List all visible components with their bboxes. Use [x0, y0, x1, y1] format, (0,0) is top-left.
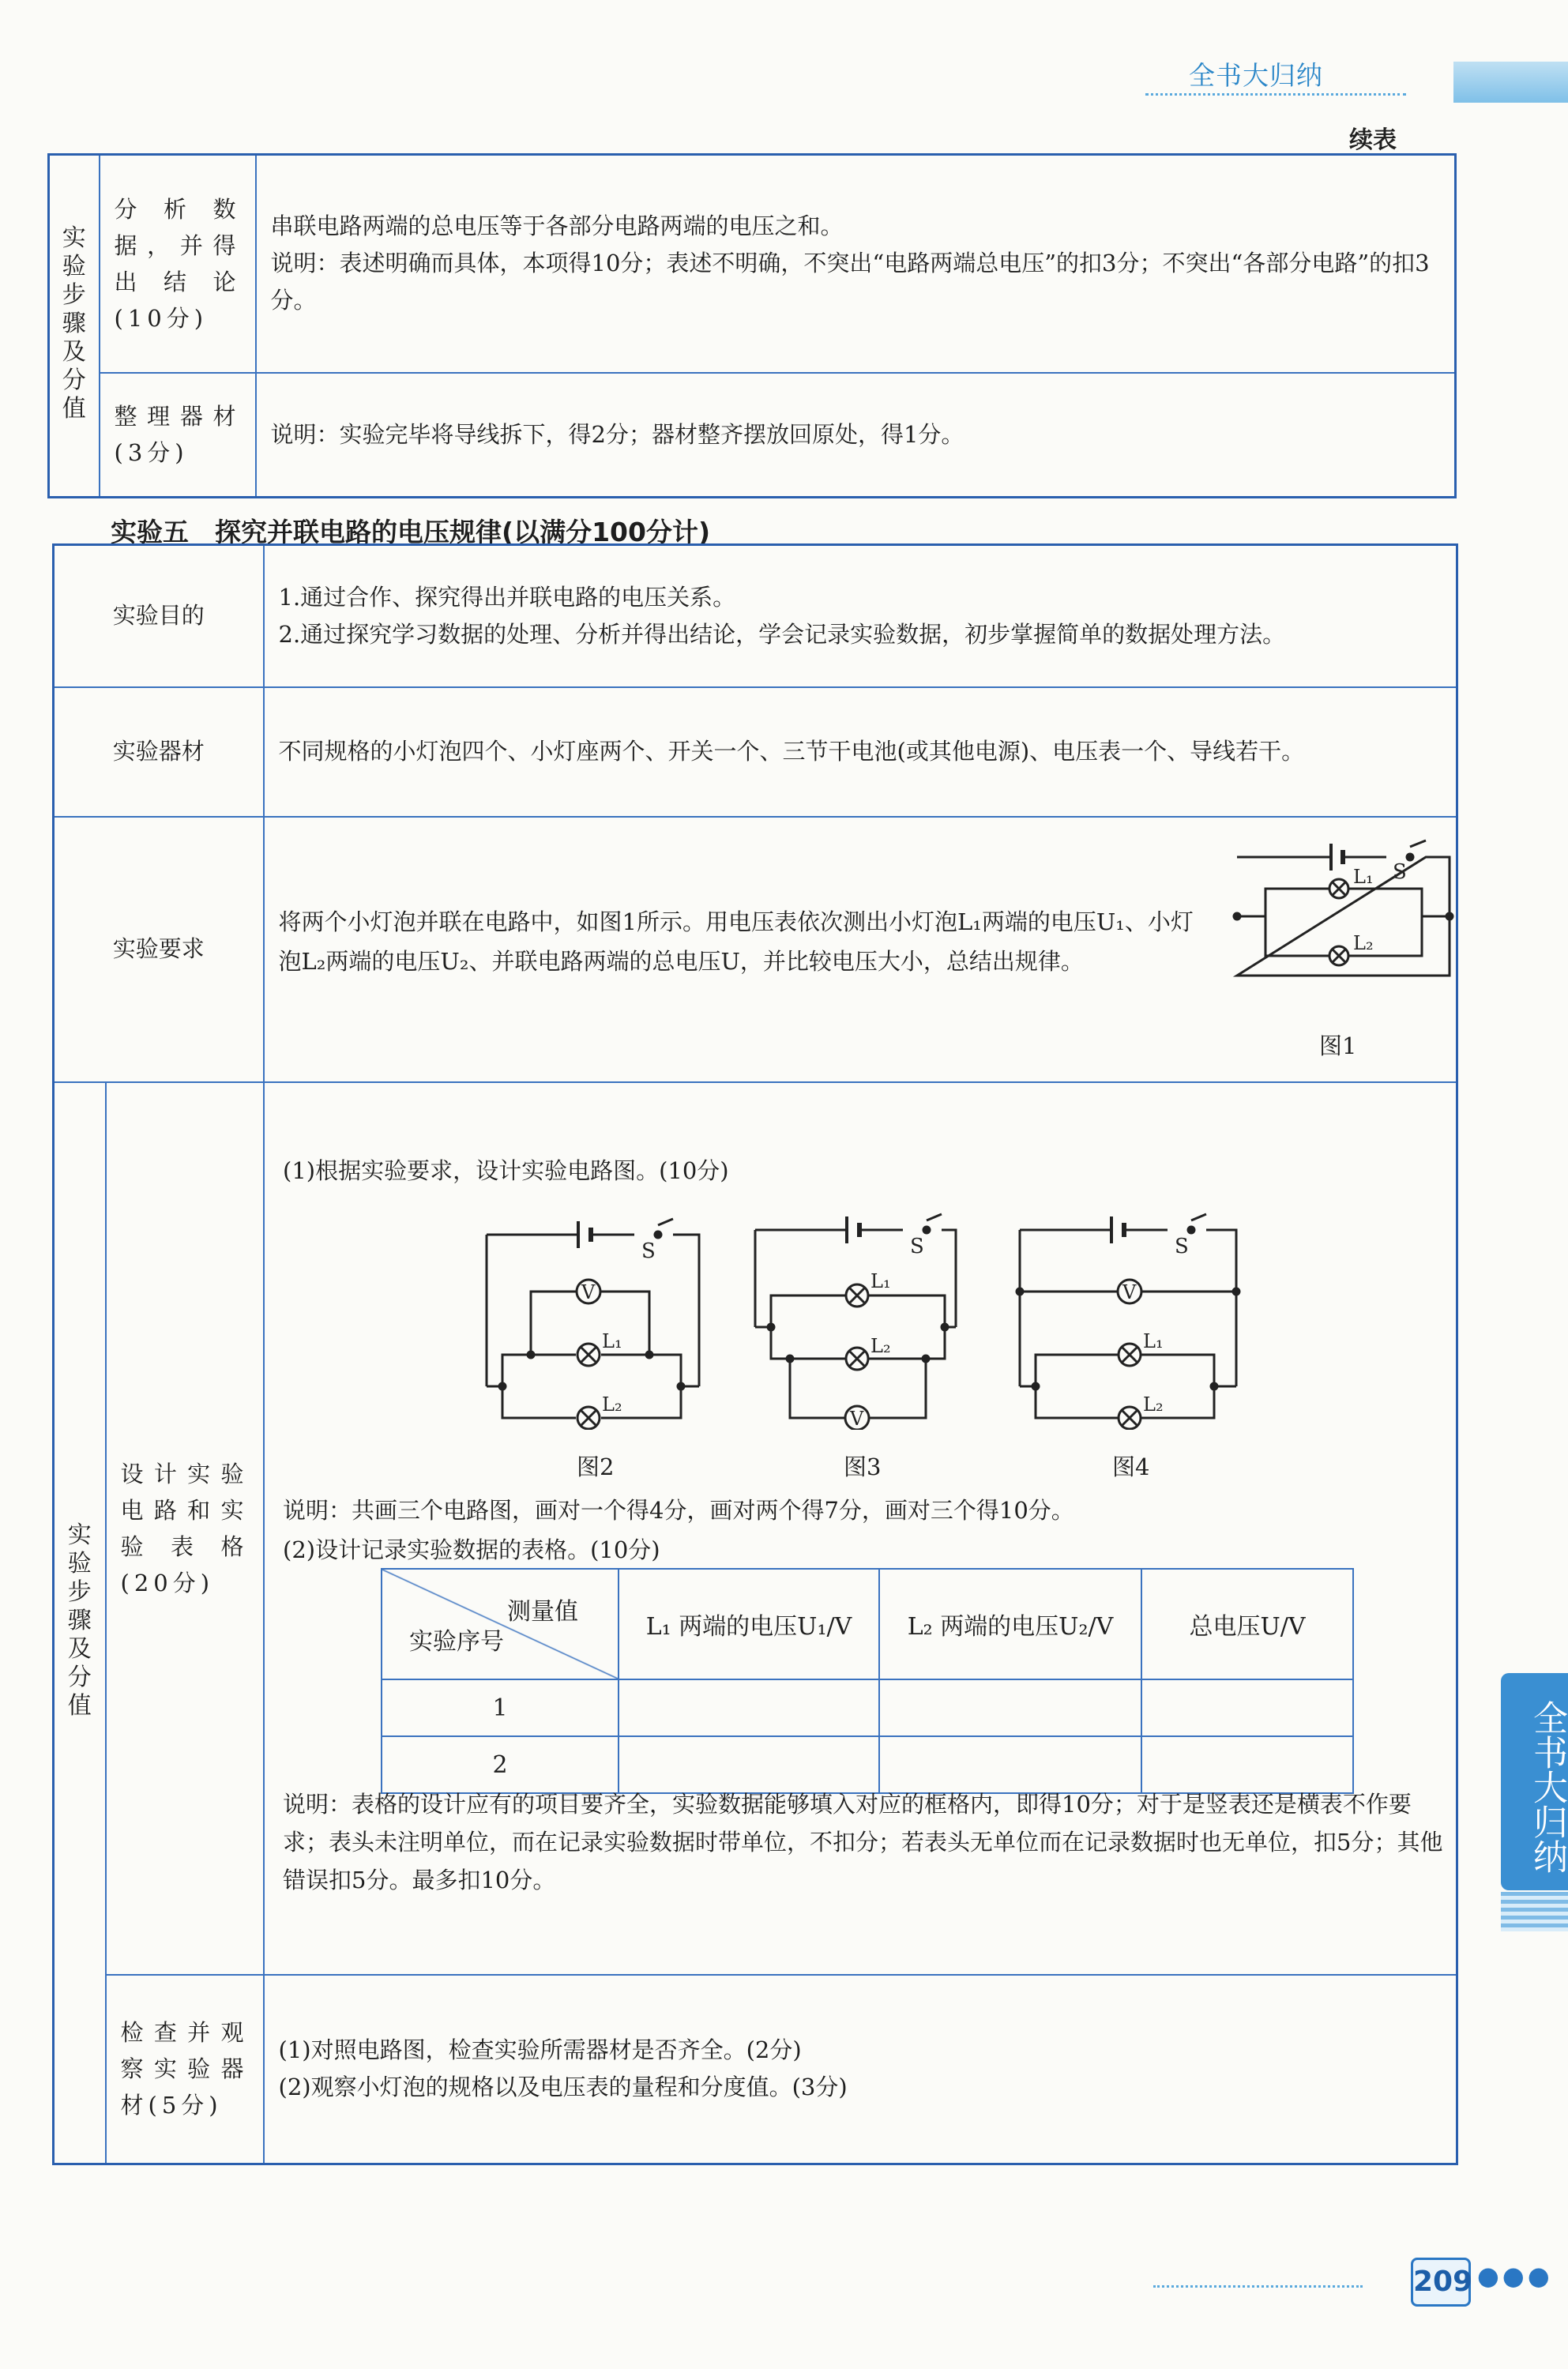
figure-2-circuit: [474, 1209, 711, 1430]
header-dotted-line: [1145, 93, 1406, 96]
empty-cell: [619, 1679, 879, 1736]
table-continued: [47, 153, 1457, 498]
fig2-lamp2-label: L₂: [602, 1393, 622, 1416]
fig4-lamp1-label: L₁: [1143, 1330, 1164, 1352]
design-q1: (1)根据实验要求，设计实验电路图。(10分): [283, 1157, 729, 1184]
equipment-label: 实验器材: [54, 687, 264, 817]
figure-4-circuit: [1007, 1209, 1244, 1430]
fig2-switch-label: S: [641, 1239, 656, 1263]
page-number: 209: [1411, 2258, 1471, 2307]
fig4-switch-label: S: [1175, 1235, 1189, 1258]
figure-1-caption: 图1: [1319, 1032, 1357, 1059]
section-label: 实验步骤及分值: [49, 155, 100, 498]
fig3-switch-label: S: [910, 1235, 924, 1258]
header-title: 全书大归纳: [1189, 60, 1323, 91]
footer-dotted-line: [1153, 2285, 1363, 2288]
row-content-analyze: 串联电路两端的总电压等于各部分电路两端的电压之和。 说明：表述明确而具体，本项得10分；表述不明确，不突出“电路两端总电压”的扣3分；不突出“各部分电路”的扣3分。: [256, 155, 1456, 373]
design-q2: (2)设计记录实验数据的表格。(10分): [283, 1536, 660, 1563]
fig3-lamp2-label: L₂: [870, 1335, 891, 1357]
row-content-tidy: 说明：实验完毕将导线拆下，得2分；器材整齐摆放回原处，得1分。: [256, 373, 1456, 498]
data-table: [381, 1568, 1354, 1794]
figure-3-circuit: [743, 1209, 980, 1430]
header-u2: L₂ 两端的电压U₂/V: [879, 1569, 1141, 1679]
purpose-content: 1.通过合作、探究得出并联电路的电压关系。 2.通过探究学习数据的处理、分析并得出结论，学会记录实验数据，初步掌握简单的数据处理方法。: [264, 545, 1457, 687]
check-label: 检查并观察实验器材(5分): [106, 1975, 264, 2164]
fig3-voltmeter-label: V: [850, 1408, 864, 1430]
check-content: (1)对照电路图，检查实验所需器材是否齐全。(2分) (2)观察小灯泡的规格以及电压表的量程和分度值。(3分): [264, 1975, 1457, 2164]
fig3-lamp1-label: L₁: [870, 1270, 891, 1292]
empty-cell: [1141, 1679, 1353, 1736]
requirement-label: 实验要求: [54, 817, 264, 1082]
empty-cell: [879, 1679, 1141, 1736]
row-label-analyze: 分析数据，并得出结论(10分): [100, 155, 256, 373]
exp5-title: 实验五 探究并联电路的电压规律(以满分100分计): [111, 517, 711, 547]
figure-2-caption: 图2: [577, 1453, 615, 1480]
side-tab: 全书大归纳: [1501, 1673, 1568, 1890]
equipment-content: 不同规格的小灯泡四个、小灯座两个、开关一个、三节干电池(或其他电源)、电压表一个、导线若干。: [264, 687, 1457, 817]
fig1-lamp1-label: L₁: [1353, 866, 1374, 888]
requirement-content: 将两个小灯泡并联在电路中，如图1所示。用电压表依次测出小灯泡L₁两端的电压U₁、小灯泡L₂两端的电压U₂、并联电路两端的总电压U，并比较电压大小，总结出规律。: [264, 817, 1457, 1082]
fig4-voltmeter-label: V: [1122, 1281, 1137, 1303]
header-decor-bar: [1453, 62, 1568, 103]
fig2-lamp1-label: L₁: [602, 1330, 622, 1352]
fig1-lamp2-label: L₂: [1353, 932, 1374, 954]
purpose-label: 实验目的: [54, 545, 264, 687]
header-u: 总电压U/V: [1141, 1569, 1353, 1679]
figure-1-circuit: [1224, 829, 1461, 987]
table-row: [382, 1679, 1353, 1736]
header-u1: L₁ 两端的电压U₁/V: [619, 1569, 879, 1679]
fig4-lamp2-label: L₂: [1143, 1393, 1164, 1416]
page-dots-icon: ●●●: [1477, 2261, 1553, 2291]
fig2-voltmeter-label: V: [581, 1281, 596, 1303]
row-index: 2: [382, 1736, 619, 1793]
side-tab-stripes: [1501, 1892, 1568, 1931]
design-note-2: 说明：表格的设计应有的项目要齐全，实验数据能够填入对应的框格内，即得10分；对于是竖表还是横表不作要求；表头未注明单位，而在记录实验数据时带单位，不扣分；若表头无单位而在记录数据时也无单位，扣5分；其他错误扣5分。最多扣10分。: [283, 1791, 1443, 1893]
corner-cell: 测量值 实验序号: [382, 1569, 619, 1679]
design-label: 设计实验电路和实验表格(20分): [106, 1082, 264, 1975]
fig1-switch-label: S: [1393, 860, 1407, 884]
steps-section-label: 实验步骤及分值: [54, 1082, 106, 2164]
design-note-1: 说明：共画三个电路图，画对一个得4分，画对两个得7分，画对三个得10分。: [283, 1497, 1074, 1524]
continued-label: 续表: [1349, 126, 1397, 154]
figure-4-caption: 图4: [1112, 1453, 1150, 1480]
row-index: 1: [382, 1679, 619, 1736]
figure-3-caption: 图3: [844, 1453, 882, 1480]
row-label-tidy: 整理器材(3分): [100, 373, 256, 498]
